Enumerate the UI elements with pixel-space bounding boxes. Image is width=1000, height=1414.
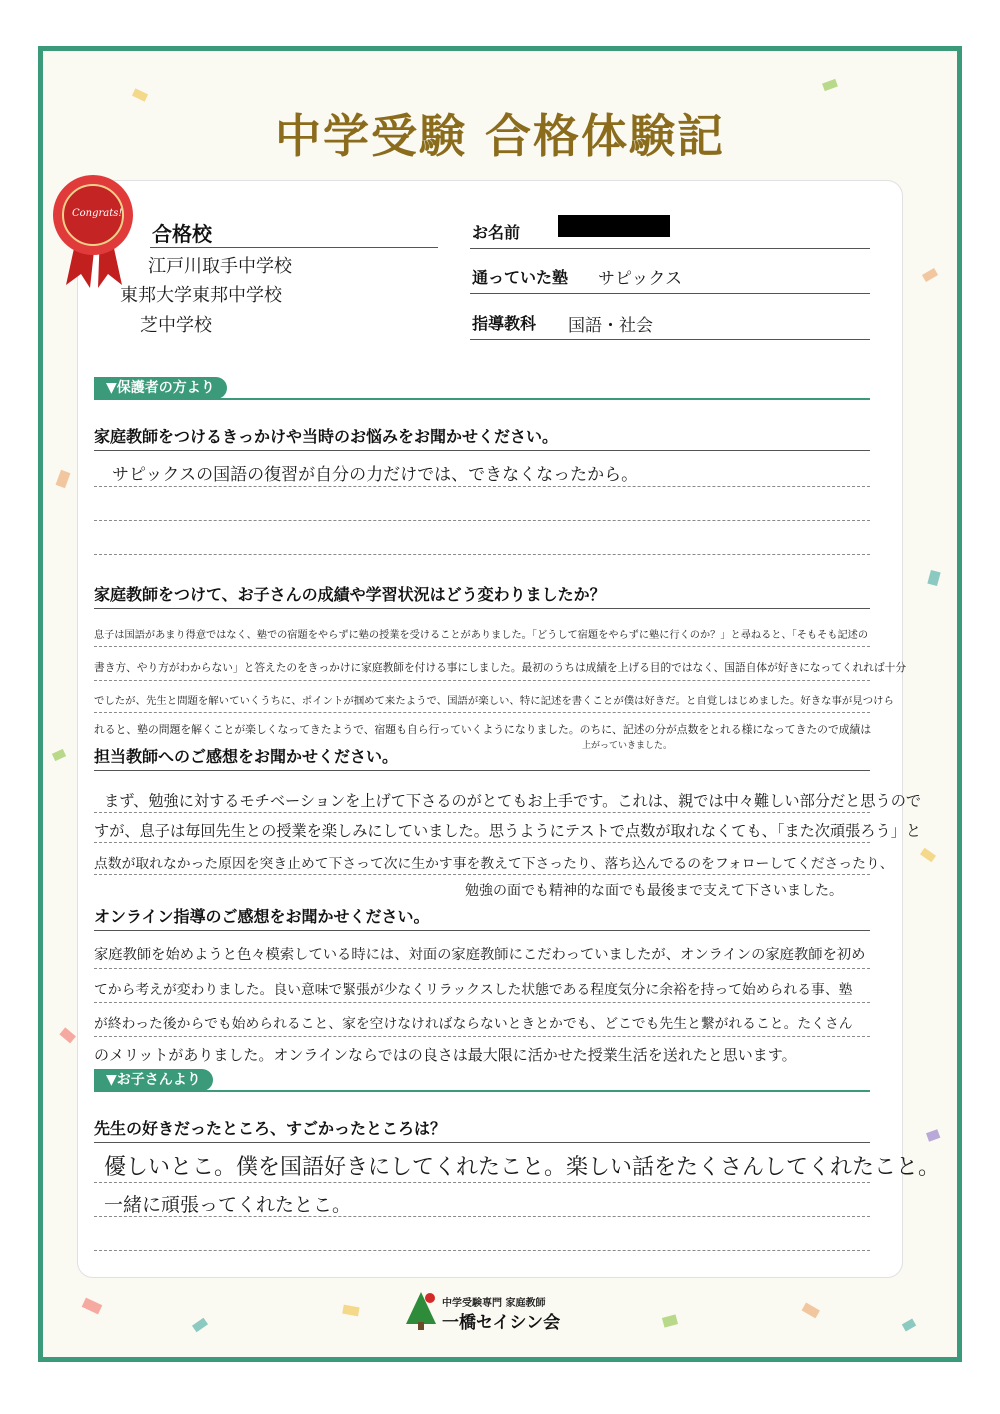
answer-rule [94, 554, 870, 555]
question-underline [94, 770, 870, 771]
school-label: 合格校 [152, 222, 212, 246]
subject-label: 指導教科 [472, 314, 537, 333]
page-title: 中学受験 合格体験記 [274, 109, 725, 163]
answer-change-line-5: 上がっていきました。 [582, 741, 673, 751]
school-underline [150, 247, 438, 248]
question-underline [94, 450, 870, 451]
answer-rule [94, 680, 870, 681]
school-line-1: 江戸川取手中学校 [148, 256, 292, 277]
question-online: オンライン指導のご感想をお聞かせください。 [94, 907, 430, 926]
answer-change-line-4: れると、塾の問題を解くことが楽しくなってきたようで、宿題も自ら行っていくようになりました。のちに、記述の分が点数をとれる様になってきたので成績は [94, 723, 872, 736]
answer-rule [94, 486, 870, 487]
name-label: お名前 [472, 223, 521, 242]
answer-teacher-line-1: まず、勉強に対するモチベーションを上げて下さるのがとてもお上手です。これは、親では中々難しい部分だと思うので [104, 792, 922, 810]
question-underline [94, 608, 870, 609]
answer-online-line-3: が終わった後からでも始められること、家を空けなければならないときとかでも、どこでも先生と繋がれること。たくさん [94, 1016, 853, 1032]
answer-teacher-line-2: すが、息子は毎回先生との授業を楽しみにしていました。思うようにテストで点数が取れなくても、「また次頑張ろう」と [94, 822, 922, 840]
answer-rule [94, 842, 870, 843]
answer-rule [94, 1250, 870, 1251]
question-trigger: 家庭教師をつけるきっかけや当時のお悩みをお聞かせください。 [94, 427, 559, 446]
answer-rule [94, 1182, 870, 1183]
school-line-2: 東邦大学東邦中学校 [120, 285, 282, 306]
answer-child-line-2: 一緒に頑張ってくれたとこ。 [104, 1194, 352, 1216]
answer-online-line-4: のメリットがありました。オンラインならではの良さは最大限に活かせた授業生活を送れたと思います。 [94, 1046, 797, 1064]
tree-logo-icon [404, 1288, 438, 1332]
question-underline [94, 1142, 870, 1143]
answer-rule [94, 520, 870, 521]
juku-value: サピックス [598, 269, 683, 289]
logo-tagline: 中学受験専門 家庭教師 [442, 1298, 546, 1309]
logo-name: 一橋セイシン会 [442, 1313, 561, 1333]
parent-section-line [94, 398, 870, 400]
answer-rule [94, 646, 870, 647]
answer-teacher-line-3: 点数が取れなかった原因を突き止めて下さって次に生かす事を教えて下さったり、落ち込んでるのをフォローしてくださったり、 [94, 856, 894, 872]
parent-section-tag: ▼保護者の方より [94, 377, 227, 399]
name-underline [470, 248, 870, 249]
answer-rule [94, 1036, 870, 1037]
congrats-badge-text: Congrats! [72, 208, 123, 219]
subject-value: 国語・社会 [568, 316, 653, 336]
answer-rule [94, 968, 870, 969]
juku-underline [470, 293, 870, 294]
question-underline [94, 930, 870, 931]
answer-rule [94, 812, 870, 813]
congrats-rosette-icon [48, 170, 138, 290]
answer-rule [94, 874, 870, 875]
answer-teacher-line-4: 勉強の面でも精神的な面でも最後まで支えて下さいました。 [465, 883, 843, 899]
question-child: 先生の好きだったところ、すごかったところは？ [94, 1119, 447, 1138]
question-change: 家庭教師をつけて、お子さんの成績や学習状況はどう変わりましたか？ [94, 585, 606, 604]
answer-rule [94, 1216, 870, 1217]
school-line-3: 芝中学校 [140, 315, 212, 336]
child-section-tag: ▼お子さんより [94, 1069, 213, 1091]
answer-online-line-1: 家庭教師を始めようと色々模索している時には、対面の家庭教師にこだわっていましたが、オンラインの家庭教師を初め [94, 947, 866, 963]
answer-rule [94, 712, 870, 713]
answer-change-line-2: 書き方、やり方がわからない」と答えたのをきっかけに家庭教師を付ける事にしました。最初のうちは成績を上げる目的ではなく、国語自体が好きになってくれれば十分 [94, 661, 907, 674]
question-teacher: 担当教師へのご感想をお聞かせください。 [94, 747, 399, 766]
redacted-name [558, 215, 670, 237]
answer-rule [94, 1002, 870, 1003]
child-section-line [94, 1090, 870, 1092]
juku-label: 通っていた塾 [472, 268, 569, 287]
answer-change-line-1: 息子は国語があまり得意ではなく、塾での宿題をやらずに塾の授業を受けることがありました。「どうして宿題をやらずに塾に行くのか？」と尋ねると、「そもそも記述の [94, 630, 869, 641]
answer-child-line-1: 優しいとこ。僕を国語好きにしてくれたこと。楽しい話をたくさんしてくれたこと。 [104, 1155, 941, 1180]
subject-underline [470, 339, 870, 340]
answer-change-line-3: でしたが、先生と問題を解いていくうちに、ポイントが掴めて来たようで、国語が楽しい、特に記述を書くことが僕は好きだ。と自覚しはじめました。好きな事が見つけら [94, 695, 894, 707]
answer-trigger-line-1: サピックスの国語の復習が自分の力だけでは、できなくなったから。 [112, 465, 639, 485]
answer-online-line-2: てから考えが変わりました。良い意味で緊張が少なくリラックスした状態である程度気分に余裕を持って始められる事、塾 [94, 982, 853, 998]
